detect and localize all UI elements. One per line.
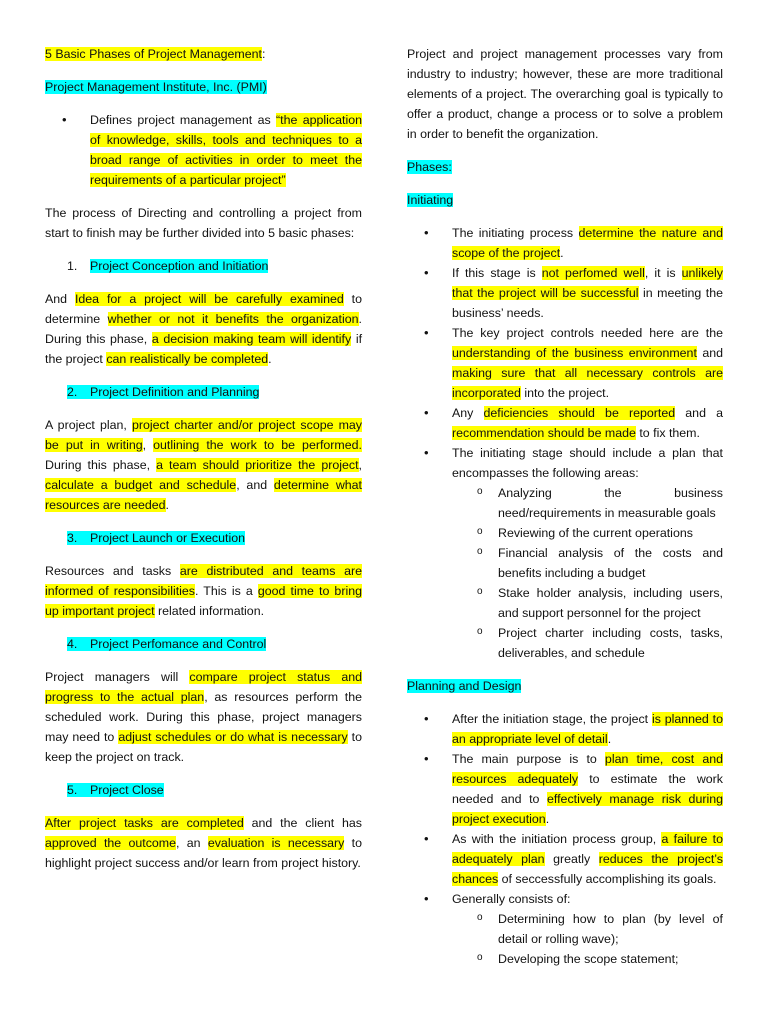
sub-list-item: o Determining how to plan (by level of detail or rolling wave); (452, 909, 723, 949)
list-item: • The key project controls needed here are the understanding of the business environment and making sure that all necessary controls are incorporated into the project. (407, 323, 723, 403)
right-column (407, 44, 723, 982)
planning-sublist (452, 909, 723, 969)
sub-list-item: o Developing the scope statement; (452, 949, 723, 969)
left-column (45, 44, 362, 886)
phase4-heading: 4. Project Perfomance and Control (67, 637, 267, 651)
phase5-paragraph: After project tasks are completed and the client has approved the outcome, an evaluation is necessary to highlight project success and/or learn from project history. (45, 816, 363, 870)
sub-list-item: o Project charter including costs, tasks, deliverables, and schedule (452, 623, 723, 663)
sub-list-item: o Stake holder analysis, including users, and support personnel for the project (452, 583, 723, 623)
right-intro-paragraph: Project and project management processes vary from industry to industry; however, these are more traditional elements of a project. The overarching goal is typically to offer a product, change a process or to solve a problem in order to benefit the organization. (407, 47, 723, 141)
phase2-paragraph: A project plan, project charter and/or project scope may be put in writing, outlining the work to be performed. During this phase, a team should prioritize the project, calculate a budget and schedule, and determine what resources are needed. (45, 418, 363, 512)
pmi-heading: Project Management Institute, Inc. (PMI) (45, 80, 267, 94)
list-item: • The main purpose is to plan time, cost and resources adequately to estimate the work needed and to effectively manage risk during project execution. (407, 749, 723, 829)
initiating-sublist (452, 483, 723, 663)
phase4-paragraph: Project managers will compare project status and progress to the actual plan, as resources perform the scheduled work. During this phase, project managers may need to adjust schedules or do what is necessary to keep the project on track. (45, 670, 362, 764)
phase3-heading: 3. Project Launch or Execution (67, 531, 245, 545)
phase5-heading: 5. Project Close (67, 783, 164, 797)
list-item: • If this stage is not perfomed well, it is unlikely that the project will be successful in meeting the business’ needs. (407, 263, 723, 323)
initiating-list (407, 223, 723, 663)
list-item: • Any deficiencies should be reported and a recommendation should be made to fix them. (407, 403, 723, 443)
doc-title-text: 5 Basic Phases of Project Management (45, 47, 262, 61)
phase1-paragraph: And Idea for a project will be carefully examined to determine whether or not it benefits the organization. During this phase, a decision making team will identify if the project can realistically be completed. (45, 292, 363, 366)
phase1-heading: 1. Project Conception and Initiation (67, 259, 269, 273)
list-item: • As with the initiation process group, a failure to adequately plan greatly reduces the project’s chances of seccessfully accomplishing its goals. (407, 829, 723, 889)
sub-list-item: o Financial analysis of the costs and benefits including a budget (452, 543, 723, 583)
sub-list-item: o Reviewing of the current operations (452, 523, 723, 543)
doc-title: 5 Basic Phases of Project Management: (45, 47, 266, 61)
list-item: • The initiating stage should include a plan that encompasses the following areas: o Analyzing the business need/requirements in measurable goals o Reviewing of the current operations o Financial analysis of the costs and benefits including a budget o Stake holder analysis, including users, and support personnel for the project o Project charter including costs, tasks, deliverables, and schedule (407, 443, 723, 663)
intro-paragraph: The process of Directing and controlling a project from start to finish may be further divided into 5 basic phases: (45, 206, 362, 240)
planning-heading: Planning and Design (407, 679, 522, 693)
list-item: • Defines project management as “the application of knowledge, skills, tools and techniques to a broad range of activities in order to meet the requirements of a particular project” (45, 110, 362, 190)
phase3-paragraph: Resources and tasks are distributed and teams are informed of responsibilities. This is a good time to bring up important project related information. (45, 564, 362, 618)
list-item: • The initiating process determine the nature and scope of the project. (407, 223, 723, 263)
list-item: • Generally consists of: o Determining how to plan (by level of detail or rolling wave); o Developing the scope statement; (407, 889, 723, 969)
sub-list-item: o Analyzing the business need/requirements in measurable goals (452, 483, 723, 523)
list-item: • After the initiation stage, the project is planned to an appropriate level of detail. (407, 709, 723, 749)
planning-list (407, 709, 723, 969)
initiating-heading: Initiating (407, 193, 454, 207)
phase2-heading: 2. Project Definition and Planning (67, 385, 260, 399)
phases-label: Phases: (407, 160, 452, 174)
pmi-list (45, 110, 362, 190)
